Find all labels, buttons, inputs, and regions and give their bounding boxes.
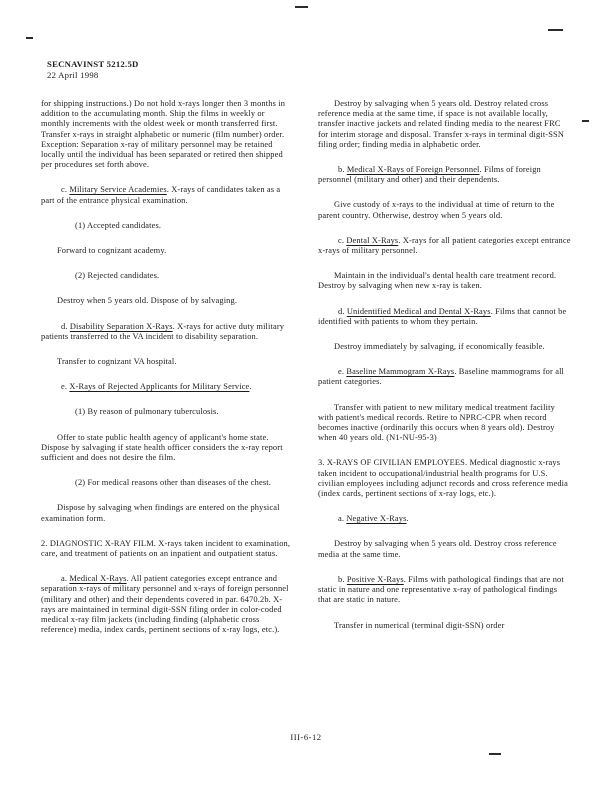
- paragraph: [41, 271, 295, 281]
- text-run: c.: [61, 185, 70, 195]
- paragraph: [41, 322, 295, 342]
- text-run: (1) By reason of pulmonary tuberculosis.: [75, 407, 219, 417]
- paragraph: [318, 342, 572, 352]
- text-run: Destroy when 5 years old. Dispose of by salvaging.: [57, 296, 238, 306]
- text-run: Offer to state public health agency of applicant's home state. Dispose by salvaging if state health officer considers the x-ray report sufficient and does not desire the film.: [41, 432, 283, 463]
- left-column: [41, 99, 295, 651]
- text-run: d.: [338, 306, 347, 316]
- document-header: [47, 59, 139, 80]
- underlined-heading: Military Service Academies: [69, 185, 167, 195]
- scan-artifact-mark: [582, 120, 589, 122]
- text-run: 3. X-RAYS OF CIVILIAN EMPLOYEES. Medical diagnostic x-rays taken incident to occupational/industrial health programs for U.S. civilian employees including adjunct records and cross reference media (index cards, pertinent sections of x-ray logs, etc.).: [318, 458, 569, 499]
- scan-artifact-mark: [548, 29, 563, 31]
- header-date: 22 April 1998: [47, 69, 99, 80]
- paragraph: [318, 621, 572, 631]
- text-run: . Baseline mammograms for all patient categories.: [318, 367, 565, 387]
- paragraph: [318, 200, 572, 220]
- text-run: . X-rays for active duty military patients transferred to the VA incident to disability separation.: [41, 321, 285, 341]
- underlined-heading: X-Rays of Rejected Applicants for Military Service: [69, 382, 250, 392]
- text-run: .: [406, 514, 409, 524]
- text-run: Transfer in numerical (terminal digit-SSN) order: [334, 620, 505, 630]
- text-run: Give custody of x-rays to the individual at time of return to the parent country. Otherwise, destroy when 5 years old.: [318, 200, 555, 220]
- text-run: . X-rays of candidates taken as a part of the entrance physical examination.: [41, 185, 281, 205]
- underlined-heading: Disability Separation X-Rays: [69, 321, 173, 331]
- two-column-body: [41, 99, 572, 651]
- paragraph: [318, 307, 572, 327]
- paragraph: [318, 403, 572, 444]
- paragraph: [41, 246, 295, 256]
- paragraph: [41, 478, 295, 488]
- underlined-heading: Medical X-Rays: [69, 574, 127, 584]
- text-run: Transfer with patient to new military medical treatment facility with patient's medical records. Retire to NPRC-CPR when record becomes inactive (ordinarily this occurs when 8 years old). Destroy when 40 years old. (N1-NU-95-3): [318, 402, 555, 443]
- underlined-heading: Medical X-Rays of Foreign Personnel: [346, 165, 480, 175]
- paragraph: [318, 236, 572, 256]
- paragraph: [318, 165, 572, 185]
- text-run: a.: [338, 514, 347, 524]
- text-run: d.: [61, 321, 70, 331]
- paragraph: [41, 221, 295, 231]
- underlined-heading: Positive X-Rays: [346, 574, 404, 584]
- header-directive-number: SECNAVINST 5212.5D: [47, 59, 139, 69]
- text-run: . Films of foreign personnel (military and other) and their dependents.: [318, 165, 541, 185]
- text-run: for shipping instructions.) Do not hold x-rays longer then 3 months in addition to the accumulating month. Ship the films in weekly or monthly increments with the oldest week or month transferred first. Transfer x-rays in straight alphabetic or numeric (film number) order. Exception: Separation x-ray of military personnel may be retained locally until the individual has been separated or retired then shipped per procedures set forth above.: [41, 99, 286, 170]
- underlined-heading: Negative X-Rays: [346, 514, 407, 524]
- paragraph: [41, 407, 295, 417]
- text-run: .: [249, 382, 252, 392]
- text-run: 2. DIAGNOSTIC X-RAY FILM. X-rays taken incident to examination, care, and treatment of patients on an inpatient and outpatient status.: [41, 538, 291, 559]
- paragraph: [41, 433, 295, 464]
- text-run: Forward to cognizant academy.: [57, 246, 167, 256]
- text-run: Transfer to cognizant VA hospital.: [57, 357, 177, 367]
- paragraph: [41, 357, 295, 367]
- paragraph: [318, 575, 572, 606]
- paragraph: [41, 539, 295, 559]
- text-run: . All patient categories except entrance and separation x-rays of military personnel and x-rays of foreign personnel (military and other) and their dependents covered in par. 6470.2b. X-rays are maintained in terminal digit-SSN filing order in color-coded medical x-ray film jackets (including finding (alphabetic cross reference) media, index cards, pertinent sections of x-ray logs, etc.).: [41, 574, 289, 635]
- text-run: b.: [338, 165, 347, 175]
- text-run: Dispose by salvaging when findings are entered on the physical examination form.: [41, 503, 280, 523]
- text-run: Maintain in the individual's dental health care treatment record. Destroy by salvaging when new x-ray is taken.: [318, 271, 557, 291]
- text-run: (2) For medical reasons other than diseases of the chest.: [75, 478, 271, 488]
- paragraph: [318, 367, 572, 387]
- text-run: Destroy by salvaging when 5 years old. Destroy cross reference media at the same time.: [318, 539, 557, 559]
- underlined-heading: Baseline Mammogram X-Rays: [346, 367, 455, 377]
- paragraph: [41, 185, 295, 205]
- paragraph: [318, 539, 572, 559]
- paragraph: [318, 99, 572, 150]
- scan-artifact-mark: [26, 37, 33, 39]
- text-run: c.: [338, 235, 347, 245]
- paragraph: [318, 458, 572, 499]
- paragraph: [41, 382, 295, 392]
- paragraph: [41, 296, 295, 306]
- page-number: III-6-12: [290, 732, 322, 742]
- paragraph: [318, 514, 572, 524]
- text-run: a.: [61, 574, 70, 584]
- text-run: e.: [338, 367, 347, 377]
- text-run: b.: [338, 574, 347, 584]
- text-run: Destroy by salvaging when 5 years old. Destroy related cross reference media at the same time, if space is not available locally, transfer inactive jackets and related finding media to the nearest FRC for interim storage and disposal. Transfer x-rays in terminal digit-SSN filing order; finding media in alphabetic order.: [318, 99, 565, 149]
- paragraph: [318, 271, 572, 291]
- text-run: . Films with pathological findings that are not static in nature and one representative x-ray of pathological findings that are static in nature.: [318, 574, 564, 605]
- paragraph: [41, 574, 295, 635]
- text-run: . Films that cannot be identified with patients to whom they pertain.: [318, 306, 567, 326]
- scan-artifact-mark: [295, 6, 308, 8]
- text-run: e.: [61, 382, 70, 392]
- right-column: [318, 99, 572, 651]
- underlined-heading: Unidentified Medical and Dental X-Rays: [346, 306, 491, 316]
- scan-artifact-mark: [489, 753, 501, 755]
- text-run: Destroy immediately by salvaging, if economically feasible.: [334, 342, 545, 352]
- text-run: . X-rays for all patient categories except entrance x-rays of military personnel.: [318, 235, 571, 256]
- text-run: (2) Rejected candidates.: [75, 271, 160, 281]
- underlined-heading: Dental X-Rays: [346, 235, 399, 245]
- paragraph: [41, 99, 295, 170]
- paragraph: [41, 503, 295, 523]
- text-run: (1) Accepted candidates.: [75, 220, 162, 230]
